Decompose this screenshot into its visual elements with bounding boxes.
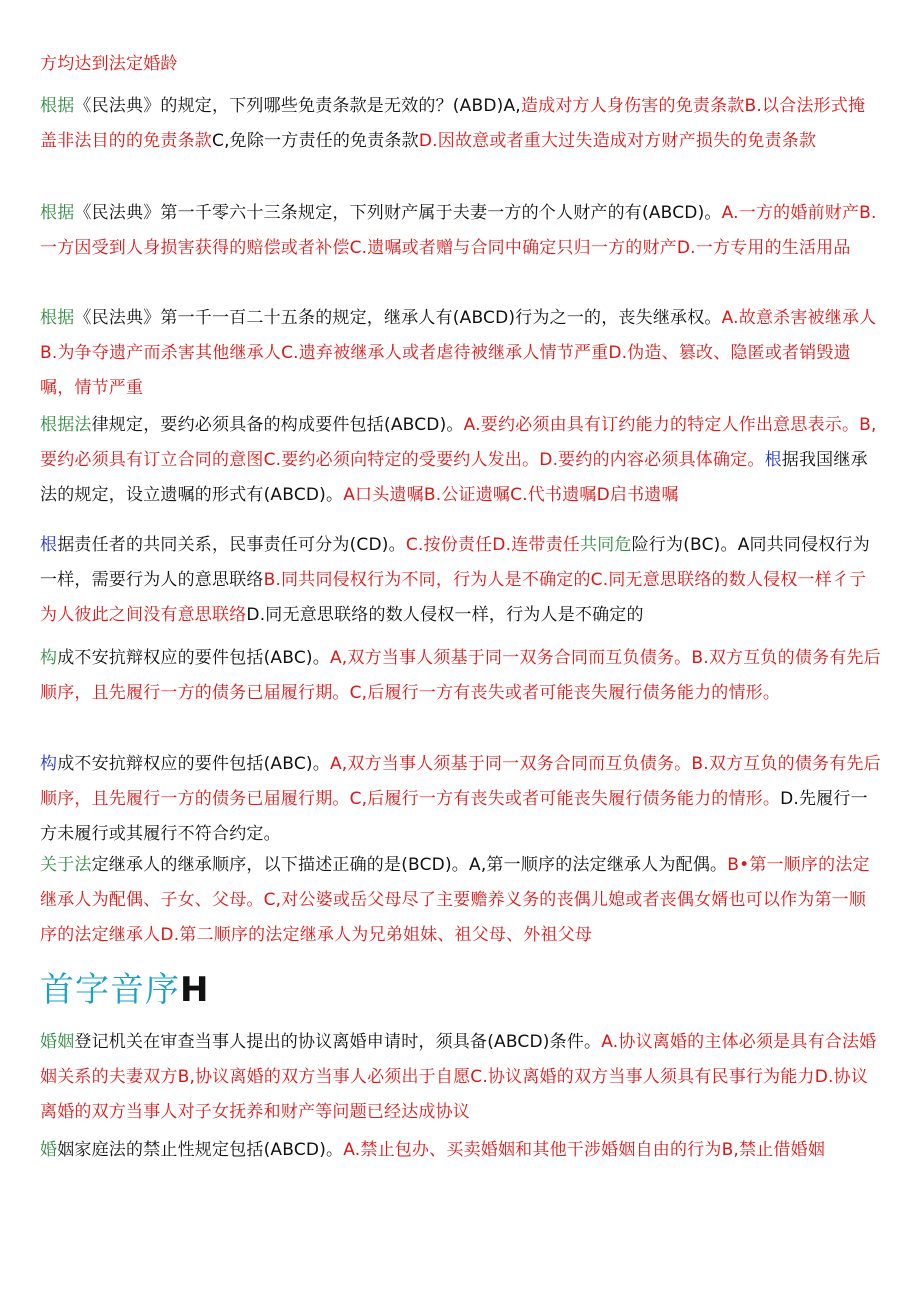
entry-text-segment: 构 bbox=[40, 648, 58, 668]
entry-text-segment: A,双方当事人须基于同一双务合同而互负债务。B.双方互负的债务有先后顺序，且先履行一方的债务已届履行期。C,后履行一方有丧失或者可能丧失履行债务能力的情形。 bbox=[40, 648, 881, 703]
entry-text-segment: D.同无意思联络的数人侵权一样，行为人是不确定的 bbox=[246, 605, 644, 625]
entry-6 bbox=[40, 641, 882, 711]
entry-text-segment: 婚 bbox=[40, 1140, 58, 1160]
entry-text-segment: C,免除一方责任的免责条款 bbox=[212, 131, 419, 151]
entry-text-segment: 关于法 bbox=[40, 855, 92, 875]
entry-text-segment: 定继承人的继承顺序，以下描述正确的是(BCD)。A,第一顺序的法定继承人为配偶。 bbox=[91, 855, 728, 875]
entry-text-segment: 成不安抗辩权应的要件包括(ABC)。 bbox=[57, 648, 330, 668]
entry-8 bbox=[40, 848, 882, 953]
entry-text-segment: 方均达到法定婚龄 bbox=[40, 54, 178, 74]
entry-9 bbox=[40, 1025, 882, 1130]
entry-text-segment: C.按份责任D.连带责任 bbox=[405, 535, 580, 555]
entry-text-segment: A.故意杀害被继承人B.为争夺遗产而杀害其他继承人C.遗弃被继承人或者虐待被继承人情节严重D.伪造、篡改、隐匿或者销毁遗嘱，情节严重 bbox=[40, 308, 877, 398]
entry-text-segment: 根据 bbox=[40, 308, 75, 328]
entry-1 bbox=[40, 89, 882, 159]
section-heading bbox=[40, 966, 209, 1014]
heading-letter: H bbox=[180, 970, 210, 1010]
entry-text-segment: 据我国继承法的规定，设立遗嘱的形式有(ABCD)。 bbox=[40, 450, 868, 505]
entry-0 bbox=[40, 47, 882, 82]
entry-2 bbox=[40, 196, 882, 266]
entry-text-segment: 登记机关在审查当事人提出的协议离婚申请时，须具备(ABCD)条件。 bbox=[74, 1032, 602, 1052]
entry-text-segment: 姻家庭法的禁止性规定包括(ABCD)。 bbox=[57, 1140, 344, 1160]
entry-text-segment: D.因故意或者重大过失造成对方财产损失的免责条款 bbox=[418, 131, 817, 151]
entry-text-segment: 构 bbox=[40, 754, 58, 774]
entry-text-segment: A.一方的婚前财产B.一方因受到人身损害获得的赔偿或者补偿C.遗嘱或者赠与合同中确定只归一方的财产D.一方专用的生活用品 bbox=[40, 203, 877, 258]
entry-text-segment: A口头遗嘱B.公证遗嘱C.代书遗嘱D启书遗嘱 bbox=[343, 485, 679, 505]
entry-text-segment: B.同共同侵权行为不同，行为人是不确定的C.同无意思联络的数人侵权一样彳亍为人彼此之间没有意思联络 bbox=[40, 570, 867, 625]
entry-text-segment: 《民法典》第一千零六十三条规定，下列财产属于夫妻一方的个人财产的有(ABCD)。 bbox=[74, 203, 722, 223]
entry-text-segment: 《民法典》的规定，下列哪些免责条款是无效的？(ABD)A, bbox=[74, 96, 521, 116]
entry-text-segment: A.协议离婚的主体必须是具有合法婚姻关系的夫妻双方B,协议离婚的双方当事人必须出于自愿C.协议离婚的双方当事人须具有民事行为能力D.协议离婚的双方当事人对子女抚养和财产等问题已经达成协议 bbox=[40, 1032, 877, 1122]
entry-text-segment: 婚姻 bbox=[40, 1032, 75, 1052]
entry-text-segment: 据责任者的共同关系，民事责任可分为(CD)。 bbox=[57, 535, 406, 555]
entry-text-segment: 律规定，要约必须具备的构成要件包括(ABCD)。 bbox=[91, 415, 464, 435]
entry-text-segment: 造成对方人身伤害的免责条款B.以合法形式掩盖非法目的的免责条款 bbox=[40, 96, 866, 151]
entry-text-segment: 根据法 bbox=[40, 415, 92, 435]
entry-text-segment: 险行为(BC)。A同共同侵权行为一样，需要行为人的意思联络 bbox=[40, 535, 870, 590]
entry-text-segment: 《民法典》第一千一百二十五条的规定，继承人有(ABCD)行为之一的，丧失继承权。 bbox=[74, 308, 722, 328]
entry-5 bbox=[40, 528, 882, 633]
entry-3 bbox=[40, 301, 882, 406]
entry-text-segment: 根据 bbox=[40, 203, 75, 223]
entry-text-segment: A,双方当事人须基于同一双务合同而互负债务。B.双方互负的债务有先后顺序，且先履行一方的债务已届履行期。C,后履行一方有丧失或者可能丧失履行债务能力的情形。 bbox=[40, 754, 881, 809]
entry-10 bbox=[40, 1133, 882, 1168]
entry-7 bbox=[40, 747, 882, 852]
entry-4 bbox=[40, 408, 882, 513]
entry-text-segment: 根 bbox=[40, 535, 58, 555]
heading-text: 首字音序 bbox=[40, 970, 180, 1010]
entry-text-segment: 根 bbox=[764, 450, 782, 470]
entry-text-segment: 根据 bbox=[40, 96, 75, 116]
entry-text-segment: 成不安抗辩权应的要件包括(ABC)。 bbox=[57, 754, 330, 774]
entry-text-segment: A.要约必须由具有订约能力的特定人作出意思表示。B,要约必须具有订立合同的意图C.要约必须向特定的受要约人发出。D.要约的内容必须具体确定。 bbox=[40, 415, 877, 470]
entry-text-segment: B•第一顺序的法定继承人为配偶、子女、父母。C,对公婆或岳父母尽了主要赡养义务的丧偶儿媳或者丧偶女婿也可以作为第一顺序的法定继承人D.第二顺序的法定继承人为兄弟姐妹、祖父母、外祖父母 bbox=[40, 855, 870, 945]
entry-text-segment: D.先履行一方未履行或其履行不符合约定。 bbox=[40, 789, 868, 844]
entry-text-segment: 共同危 bbox=[580, 535, 632, 555]
entry-text-segment: A.禁止包办、买卖婚姻和其他干涉婚姻自由的行为B,禁止借婚姻 bbox=[343, 1140, 826, 1160]
